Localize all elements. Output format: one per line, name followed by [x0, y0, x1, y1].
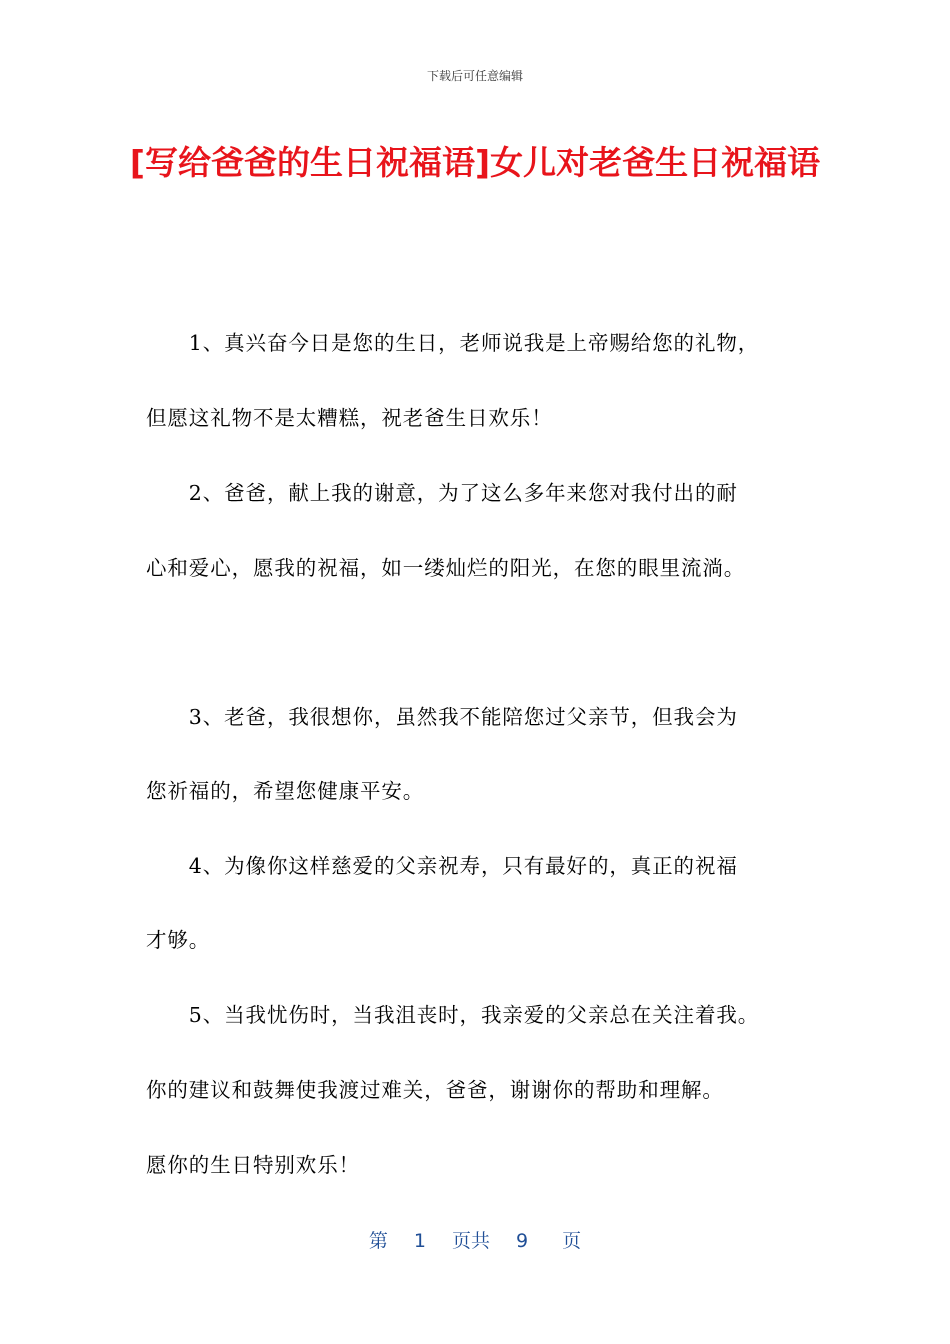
paragraph-line: 您祈福的，希望您健康平安。	[146, 779, 425, 803]
page-number-footer	[0, 1226, 950, 1253]
paragraph-line: 3、老爸，我很想你，虽然我不能陪您过父亲节，但我会为	[146, 705, 738, 729]
paragraph-line: 你的建议和鼓舞使我渡过难关，爸爸，谢谢你的帮助和理解。	[146, 1078, 724, 1102]
paragraph-line: 2、爸爸，献上我的谢意，为了这么多年来您对我付出的耐	[146, 481, 738, 505]
header-note: 下载后可任意编辑	[426, 69, 523, 83]
paragraph-line: 但愿这礼物不是太糟糕，祝老爸生日欢乐！	[146, 406, 553, 430]
footer-middle: 页共	[451, 1230, 490, 1252]
total-page-number: 9	[516, 1230, 529, 1252]
paragraph-line: 4、为像你这样慈爱的父亲祝寿，只有最好的，真正的祝福	[146, 854, 738, 878]
footer-prefix: 第	[368, 1230, 388, 1252]
paragraph-line: 才够。	[146, 928, 211, 952]
paragraph-line: 愿你的生日特别欢乐！	[146, 1153, 360, 1177]
footer-suffix: 页	[562, 1230, 582, 1252]
paragraph-line: 1、真兴奋今日是您的生日，老师说我是上帝赐给您的礼物，	[146, 331, 760, 355]
current-page-number: 1	[413, 1230, 426, 1252]
document-title: [写给爸爸的生日祝福语]女儿对老爸生日祝福语	[129, 143, 821, 182]
paragraph-line: 5、当我忧伤时，当我沮丧时，我亲爱的父亲总在关注着我。	[146, 1003, 760, 1027]
paragraph-line: 心和爱心，愿我的祝福，如一缕灿烂的阳光，在您的眼里流淌。	[146, 556, 746, 580]
